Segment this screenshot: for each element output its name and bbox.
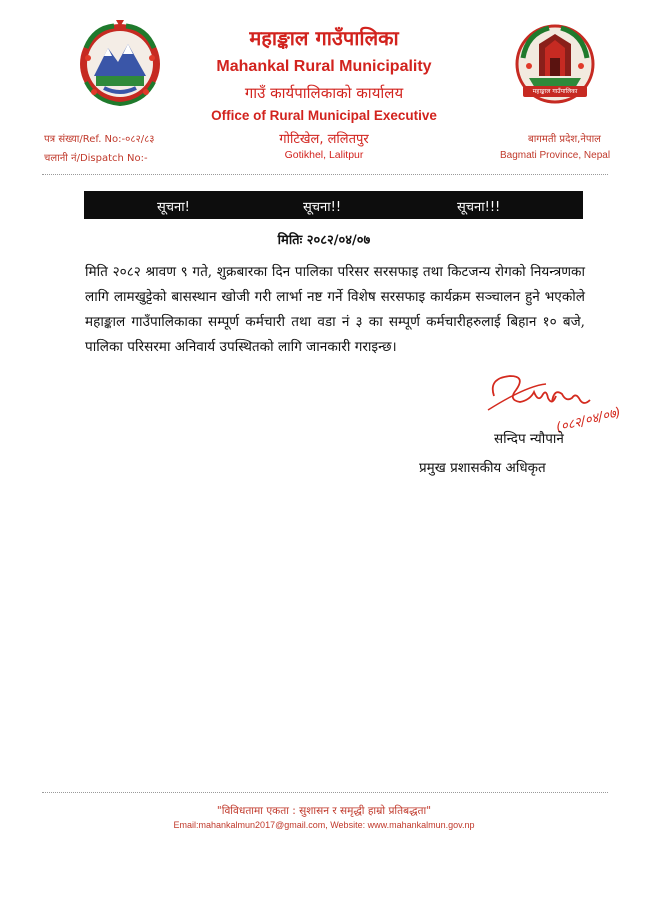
province-nepali: बागमती प्रदेश,नेपाल <box>528 134 601 145</box>
province-english: Bagmati Province, Nepal <box>500 150 611 161</box>
dispatch-number: चलानी नं/Dispatch No:- <box>44 153 148 164</box>
notice-banner-label-3: सूचना!!! <box>457 200 501 215</box>
reference-number: पत्र संख्या/Ref. No:-०८२/८३ <box>44 134 155 145</box>
municipality-name-english: Mahankal Rural Municipality <box>216 58 432 75</box>
office-name-english: Office of Rural Municipal Executive <box>211 108 437 123</box>
footer-divider <box>42 792 608 793</box>
footer-contact: Email:mahankalmun2017@gmail.com, Website: www.mahankalmun.gov.np <box>173 820 475 830</box>
notice-banner-label-1: सूचना! <box>157 200 190 215</box>
notice-date: मितिः २०८२/०४/०७ <box>277 233 371 248</box>
signatory-title: प्रमुख प्रशासकीय अधिकृत <box>419 460 546 476</box>
municipality-name-nepali: महाङ्काल गाउँपालिका <box>249 26 399 50</box>
notice-banner-label-2: सूचना!! <box>303 200 342 215</box>
logo-banner-text: महाङ्काल गाउँपालिका <box>523 86 587 97</box>
location-english: Gotikhel, Lalitpur <box>284 149 364 161</box>
office-name-nepali: गाउँ कार्यपालिकाको कार्यालय <box>244 84 404 102</box>
notice-banner <box>84 191 583 219</box>
footer-motto: "विविधतामा एकता : सुशासन र समृद्धी हाम्रो प्रतिबद्धता" <box>216 805 432 817</box>
location-nepali: गोटिखेल, ललितपुर <box>279 132 369 147</box>
notice-body: मिति २०८२ श्रावण ९ गते, शुक्रबारका दिन पालिका परिसर सरसफाइ तथा किटजन्य रोगको नियन्त्रणका लागि लामखुट्टेको बासस्थान खोजी गरी लार्भा नष्ट गर्ने विशेष सरसफाइ कार्यक्रम सञ्चालन हुने भएकोले महाङ्काल गाउँपालिकाका सम्पूर्ण कर्मचारी तथा वडा नं ३ का सम्पूर्ण कर्मचारीहरुलाई बिहान १० बजे, पालिका परिसरमा अनिवार्य उपस्थितको लागि जानकारी गराइन्छ। <box>85 264 585 355</box>
handwritten-date: (०८२/०४/०७) <box>554 405 623 436</box>
signatory-name: सन्दिप न्यौपाने <box>494 431 564 447</box>
header-divider <box>42 174 608 175</box>
